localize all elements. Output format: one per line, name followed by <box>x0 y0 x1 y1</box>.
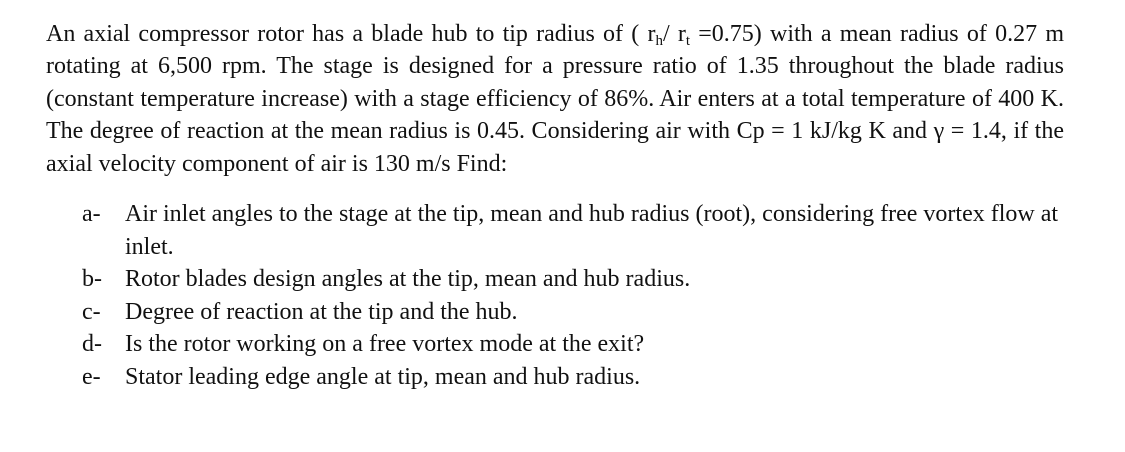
task-text: Air inlet angles to the stage at the tip, mean and hub radius (root), considering free vortex flow at inlet. <box>125 201 1059 260</box>
task-marker: d- <box>82 331 102 358</box>
task-item-a <box>82 198 1072 263</box>
tip-subscript: t <box>685 33 691 49</box>
task-list <box>82 198 1072 394</box>
problem-text-part-1: An axial compressor rotor has a blade hub to tip radius of ( r <box>46 21 656 47</box>
task-text: Is the rotor working on a free vortex mode at the exit? <box>125 331 645 358</box>
task-item-e <box>82 361 1072 394</box>
task-marker: c- <box>82 298 101 325</box>
hub-subscript: h <box>655 33 663 49</box>
problem-text-part-3: =0.75) with a mean radius of 0.27 m rotating at 6,500 rpm. The stage is designed for a pressure ratio of 1.35 throughout the blade radius (constant temperature increase) with a stage efficiency of 86%. Air enters at a total temperature of 400 K. The degree of reaction at the mean radius is 0.45. Considering air with Cp = 1 kJ/kg K and γ = 1.4, if the axial velocity component of air is 130 m/s Find: <box>46 21 1064 177</box>
task-text: Degree of reaction at the tip and the hub. <box>125 298 518 325</box>
task-marker: a- <box>82 201 101 227</box>
problem-text-part-2: / r <box>662 21 686 47</box>
task-marker: b- <box>82 266 102 293</box>
problem-statement <box>46 18 1064 180</box>
task-item-b <box>82 263 1072 296</box>
task-text: Rotor blades design angles at the tip, mean and hub radius. <box>125 266 691 293</box>
task-item-d <box>82 328 1072 361</box>
task-item-c <box>82 296 1072 329</box>
task-marker: e- <box>82 363 101 390</box>
task-text: Stator leading edge angle at tip, mean and hub radius. <box>125 363 641 390</box>
